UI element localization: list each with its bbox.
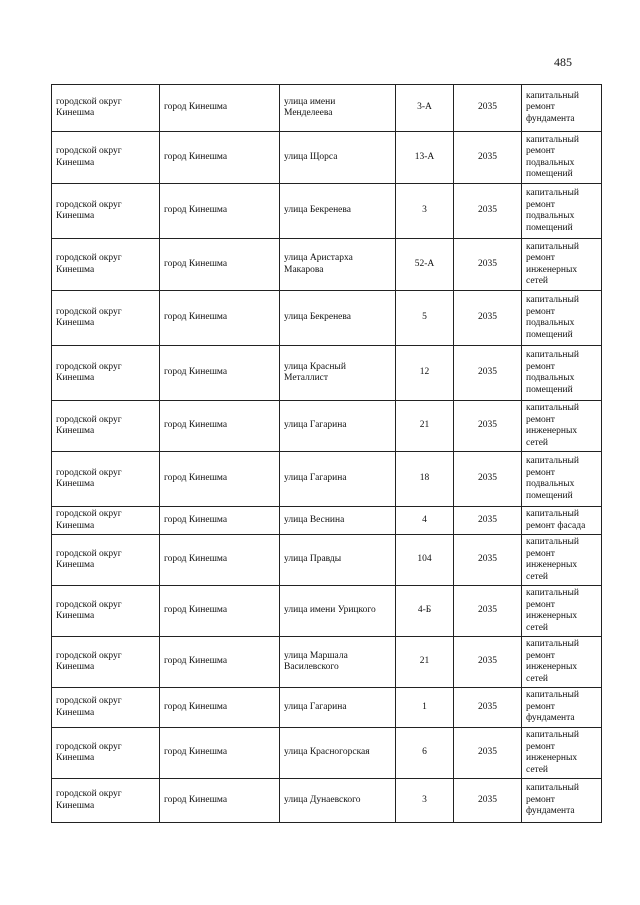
- work-type-cell: [522, 291, 602, 346]
- work-type-cell-text: капитальный ремонт инженерных сетей: [526, 730, 579, 775]
- city-cell: [160, 535, 280, 586]
- table-row: [52, 401, 602, 452]
- city-cell: [160, 239, 280, 291]
- work-type-cell-text: капитальный ремонт фундамента: [526, 690, 579, 724]
- street-cell-text: улица Красногорская: [284, 747, 370, 758]
- year-cell-text: 2035: [478, 151, 497, 162]
- house-number-cell: [396, 535, 454, 586]
- municipality-cell-text: городской округ Кинешма: [56, 414, 122, 436]
- municipality-cell-text: городской округ Кинешма: [56, 696, 122, 718]
- city-cell-text: город Кинешма: [164, 747, 228, 758]
- year-cell: [454, 586, 522, 637]
- house-number-cell-text: 18: [419, 473, 430, 484]
- house-number-cell: [396, 132, 454, 184]
- house-number-cell: [396, 239, 454, 291]
- street-cell-text: улица Гагарина: [284, 420, 347, 431]
- city-cell: [160, 688, 280, 728]
- year-cell-text: 2035: [478, 701, 497, 712]
- municipality-cell: [52, 728, 160, 779]
- year-cell: [454, 688, 522, 728]
- work-type-cell-text: капитальный ремонт фундамента: [526, 90, 579, 124]
- house-number-cell: [396, 637, 454, 688]
- table-row: [52, 507, 602, 535]
- city-cell-text: город Кинешма: [164, 701, 228, 712]
- work-type-cell-text: капитальный ремонт подвальных помещений: [526, 134, 579, 179]
- city-cell-text: город Кинешма: [164, 205, 228, 216]
- page-number: 485: [554, 55, 572, 69]
- house-number-cell: [396, 688, 454, 728]
- table-body: [52, 85, 602, 823]
- street-cell-text: улица Маршала Василевского: [284, 650, 348, 672]
- city-cell: [160, 586, 280, 637]
- work-type-cell: [522, 239, 602, 291]
- house-number-cell-text: 21: [419, 420, 430, 431]
- year-cell: [454, 535, 522, 586]
- year-cell: [454, 507, 522, 535]
- municipality-cell-text: городской округ Кинешма: [56, 146, 122, 168]
- year-cell-text: 2035: [478, 420, 497, 431]
- table-row: [52, 728, 602, 779]
- year-cell-text: 2035: [478, 367, 497, 378]
- street-cell: [280, 85, 396, 132]
- house-number-cell-text: 13-А: [414, 151, 435, 162]
- city-cell: [160, 291, 280, 346]
- house-number-cell-text: 3-А: [417, 102, 432, 113]
- city-cell-text: город Кинешма: [164, 656, 228, 667]
- year-cell-text: 2035: [478, 554, 497, 565]
- municipality-cell: [52, 184, 160, 239]
- house-number-cell: [396, 779, 454, 823]
- municipality-cell: [52, 401, 160, 452]
- table-row: [52, 184, 602, 239]
- work-type-cell: [522, 452, 602, 507]
- work-type-cell: [522, 346, 602, 401]
- municipality-cell: [52, 586, 160, 637]
- city-cell-text: город Кинешма: [164, 554, 228, 565]
- city-cell-text: город Кинешма: [164, 794, 228, 805]
- house-number-cell: [396, 452, 454, 507]
- street-cell: [280, 239, 396, 291]
- work-type-cell-text: капитальный ремонт подвальных помещений: [526, 456, 579, 501]
- municipality-cell: [52, 637, 160, 688]
- year-cell-text: 2035: [478, 747, 497, 758]
- work-type-cell-text: капитальный ремонт фасада: [526, 509, 586, 531]
- work-type-cell: [522, 85, 602, 132]
- house-number-cell: [396, 85, 454, 132]
- municipality-cell: [52, 535, 160, 586]
- work-type-cell: [522, 401, 602, 452]
- street-cell: [280, 346, 396, 401]
- work-type-cell: [522, 728, 602, 779]
- work-type-cell: [522, 507, 602, 535]
- municipality-cell-text: городской округ Кинешма: [56, 509, 122, 531]
- work-type-cell: [522, 535, 602, 586]
- municipality-cell-text: городской округ Кинешма: [56, 96, 122, 118]
- street-cell: [280, 637, 396, 688]
- municipality-cell: [52, 132, 160, 184]
- house-number-cell: [396, 728, 454, 779]
- municipality-cell-text: городской округ Кинешма: [56, 599, 122, 621]
- work-type-cell-text: капитальный ремонт инженерных сетей: [526, 403, 579, 448]
- house-number-cell-text: 6: [422, 747, 427, 758]
- work-type-cell-text: капитальный ремонт фундамента: [526, 783, 579, 817]
- street-cell: [280, 535, 396, 586]
- city-cell-text: город Кинешма: [164, 151, 228, 162]
- house-number-cell-text: 3: [422, 794, 427, 805]
- street-cell: [280, 507, 396, 535]
- municipality-cell-text: городской округ Кинешма: [56, 199, 122, 221]
- municipality-cell: [52, 507, 160, 535]
- city-cell: [160, 452, 280, 507]
- table-row: [52, 239, 602, 291]
- year-cell: [454, 637, 522, 688]
- street-cell-text: улица имени Менделеева: [284, 96, 336, 118]
- year-cell: [454, 239, 522, 291]
- year-cell: [454, 452, 522, 507]
- table-row: [52, 291, 602, 346]
- street-cell: [280, 728, 396, 779]
- house-number-cell: [396, 184, 454, 239]
- municipality-cell: [52, 346, 160, 401]
- street-cell: [280, 184, 396, 239]
- house-number-cell-text: 12: [419, 367, 430, 378]
- work-type-cell: [522, 779, 602, 823]
- street-cell: [280, 586, 396, 637]
- work-type-cell: [522, 586, 602, 637]
- house-number-cell: [396, 401, 454, 452]
- municipality-cell: [52, 239, 160, 291]
- municipality-cell-text: городской округ Кинешма: [56, 361, 122, 383]
- work-type-cell-text: капитальный ремонт инженерных сетей: [526, 241, 579, 286]
- table-row: [52, 688, 602, 728]
- city-cell-text: город Кинешма: [164, 420, 228, 431]
- work-type-cell-text: капитальный ремонт инженерных сетей: [526, 639, 579, 684]
- street-cell: [280, 779, 396, 823]
- house-number-cell-text: 4-Б: [417, 605, 432, 616]
- municipality-cell-text: городской округ Кинешма: [56, 789, 122, 811]
- table-row: [52, 586, 602, 637]
- street-cell: [280, 291, 396, 346]
- house-number-cell: [396, 346, 454, 401]
- city-cell: [160, 728, 280, 779]
- work-type-cell-text: капитальный ремонт подвальных помещений: [526, 350, 579, 395]
- year-cell: [454, 291, 522, 346]
- year-cell-text: 2035: [478, 205, 497, 216]
- municipality-cell-text: городской округ Кинешма: [56, 253, 122, 275]
- year-cell: [454, 401, 522, 452]
- street-cell-text: улица Веснина: [284, 514, 345, 525]
- year-cell: [454, 132, 522, 184]
- city-cell-text: город Кинешма: [164, 367, 228, 378]
- municipality-cell-text: городской округ Кинешма: [56, 548, 122, 570]
- year-cell-text: 2035: [478, 258, 497, 269]
- street-cell-text: улица Гагарина: [284, 701, 347, 712]
- work-type-cell: [522, 688, 602, 728]
- city-cell-text: город Кинешма: [164, 102, 228, 113]
- municipality-cell: [52, 291, 160, 346]
- city-cell: [160, 637, 280, 688]
- house-number-cell: [396, 586, 454, 637]
- house-number-cell-text: 52-А: [414, 258, 435, 269]
- house-number-cell-text: 3: [422, 205, 427, 216]
- house-number-cell: [396, 507, 454, 535]
- municipality-cell-text: городской округ Кинешма: [56, 741, 122, 763]
- street-cell: [280, 132, 396, 184]
- house-number-cell: [396, 291, 454, 346]
- street-cell-text: улица Щорса: [284, 151, 338, 162]
- municipality-cell-text: городской округ Кинешма: [56, 650, 122, 672]
- municipality-cell: [52, 779, 160, 823]
- city-cell: [160, 132, 280, 184]
- table-row: [52, 85, 602, 132]
- table-row: [52, 637, 602, 688]
- city-cell: [160, 401, 280, 452]
- street-cell-text: улица Дунаевского: [284, 794, 361, 805]
- street-cell-text: улица Аристарха Макарова: [284, 253, 353, 275]
- city-cell-text: город Кинешма: [164, 473, 228, 484]
- year-cell: [454, 85, 522, 132]
- municipality-cell-text: городской округ Кинешма: [56, 467, 122, 489]
- street-cell-text: улица Правды: [284, 554, 342, 565]
- city-cell: [160, 184, 280, 239]
- work-type-cell-text: капитальный ремонт подвальных помещений: [526, 295, 579, 340]
- city-cell-text: город Кинешма: [164, 514, 228, 525]
- year-cell-text: 2035: [478, 102, 497, 113]
- repair-schedule-table: [51, 84, 602, 823]
- street-cell: [280, 452, 396, 507]
- street-cell-text: улица Красный Металлист: [284, 361, 346, 383]
- year-cell-text: 2035: [478, 473, 497, 484]
- year-cell-text: 2035: [478, 605, 497, 616]
- municipality-cell-text: городской округ Кинешма: [56, 306, 122, 328]
- work-type-cell: [522, 184, 602, 239]
- municipality-cell: [52, 452, 160, 507]
- table-row: [52, 452, 602, 507]
- year-cell: [454, 728, 522, 779]
- city-cell: [160, 507, 280, 535]
- street-cell: [280, 688, 396, 728]
- table-row: [52, 779, 602, 823]
- house-number-cell-text: 5: [422, 312, 427, 323]
- year-cell-text: 2035: [478, 794, 497, 805]
- table-row: [52, 346, 602, 401]
- house-number-cell-text: 1: [422, 701, 427, 712]
- year-cell: [454, 346, 522, 401]
- table-row: [52, 132, 602, 184]
- year-cell-text: 2035: [478, 514, 497, 525]
- municipality-cell: [52, 688, 160, 728]
- work-type-cell: [522, 132, 602, 184]
- street-cell-text: улица Гагарина: [284, 473, 347, 484]
- city-cell: [160, 779, 280, 823]
- street-cell: [280, 401, 396, 452]
- street-cell-text: улица имени Урицкого: [284, 605, 376, 616]
- city-cell-text: город Кинешма: [164, 605, 228, 616]
- work-type-cell-text: капитальный ремонт инженерных сетей: [526, 537, 579, 582]
- house-number-cell-text: 21: [419, 656, 430, 667]
- year-cell-text: 2035: [478, 656, 497, 667]
- work-type-cell-text: капитальный ремонт инженерных сетей: [526, 588, 579, 633]
- city-cell-text: город Кинешма: [164, 312, 228, 323]
- year-cell-text: 2035: [478, 312, 497, 323]
- house-number-cell-text: 104: [417, 554, 432, 565]
- city-cell: [160, 346, 280, 401]
- house-number-cell-text: 4: [422, 514, 427, 525]
- street-cell-text: улица Бекренева: [284, 205, 351, 216]
- street-cell-text: улица Бекренева: [284, 312, 351, 323]
- year-cell: [454, 184, 522, 239]
- city-cell: [160, 85, 280, 132]
- year-cell: [454, 779, 522, 823]
- city-cell-text: город Кинешма: [164, 258, 228, 269]
- work-type-cell: [522, 637, 602, 688]
- table-row: [52, 535, 602, 586]
- municipality-cell: [52, 85, 160, 132]
- work-type-cell-text: капитальный ремонт подвальных помещений: [526, 188, 579, 233]
